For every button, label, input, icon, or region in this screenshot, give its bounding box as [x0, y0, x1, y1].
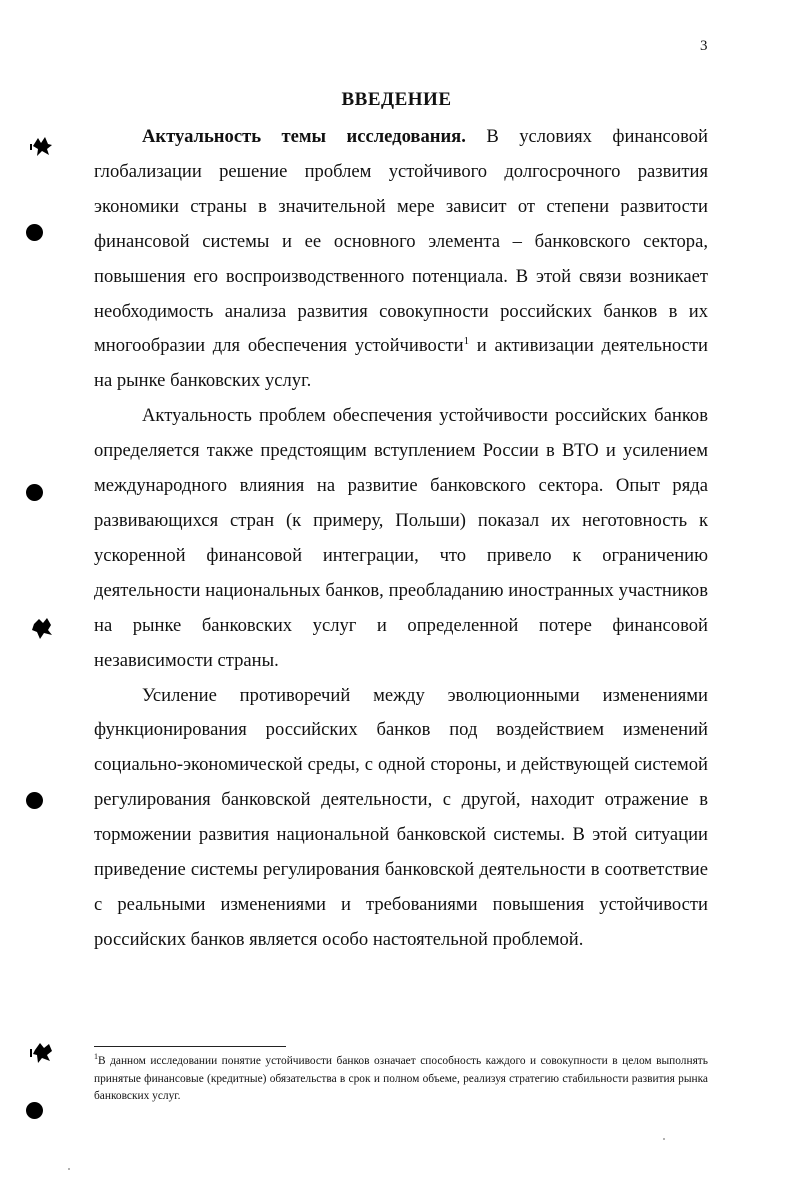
paragraph-1-text-continued: и активизации деятельности на рынке банковских услуг. [94, 335, 708, 392]
paragraph-1 [94, 120, 708, 399]
paragraph-3: Усиление противоречий между эволюционными изменениями функционирования российских банков под воздействием изменений социально-экономической среды, с одной стороны, и действующей системой регулирования банковской деятельности, с другой, находит отражение в торможении развития национальной банковской системы. В этой ситуации приведение системы регулирования банковской деятельности в соответствие с реальными изменениями и требованиями повышения устойчивости российских банков является особо настоятельной проблемой. [94, 684, 708, 950]
page-title: ВВЕДЕНИЕ [341, 89, 452, 110]
footnote-text: В данном исследовании понятие устойчивости банков означает способность каждого и совокупности в целом выполнять принятые финансовые (кредитные) обязательства в срок и полном объеме, реализуя стратегию стабильности развития рынка банковских услуг. [94, 1055, 708, 1102]
binding-blot-mark [30, 616, 54, 640]
body-text [94, 120, 708, 958]
punch-hole-mark [26, 792, 43, 809]
paragraph-2: Актуальность проблем обеспечения устойчивости российских банков определяется также предстоящим вступлением России в ВТО и усилением международного влияния на развитие банковского сектора. Опыт ряда развивающихся стран (к примеру, Польши) показал их неготовность к ускоренной финансовой интеграции, что привело к ограничению деятельности национальных банков, преобладанию иностранных участников на рынке банковских услуг и определенной потере финансовой независимости страны. [94, 405, 708, 671]
binding-blot-mark [30, 134, 54, 158]
scan-speck [68, 1168, 70, 1170]
binding-blot-mark [30, 1040, 54, 1064]
punch-hole-mark [26, 484, 43, 501]
footnote-divider [94, 1046, 286, 1047]
footnote-marker: 1 [94, 1052, 98, 1061]
page-number: 3 [700, 38, 708, 54]
punch-hole-mark [26, 1102, 43, 1119]
paragraph-1-text: В условиях финансовой глобализации решение проблем устойчивого долгосрочного развития экономики страны в значительной мере зависит от степени развитости финансовой системы и ее основного элемента – банковского сектора, повышения его воспроизводственного потенциала. В этой связи возникает необходимость анализа развития совокупности российских банков в их многообразии для обеспечения устойчивости [94, 126, 708, 357]
paragraph-lead: Актуальность темы исследования. [142, 126, 466, 147]
footnote-reference: 1 [463, 335, 470, 348]
scan-speck [663, 1138, 665, 1140]
footnote [94, 1053, 708, 1106]
punch-hole-mark [26, 224, 43, 241]
